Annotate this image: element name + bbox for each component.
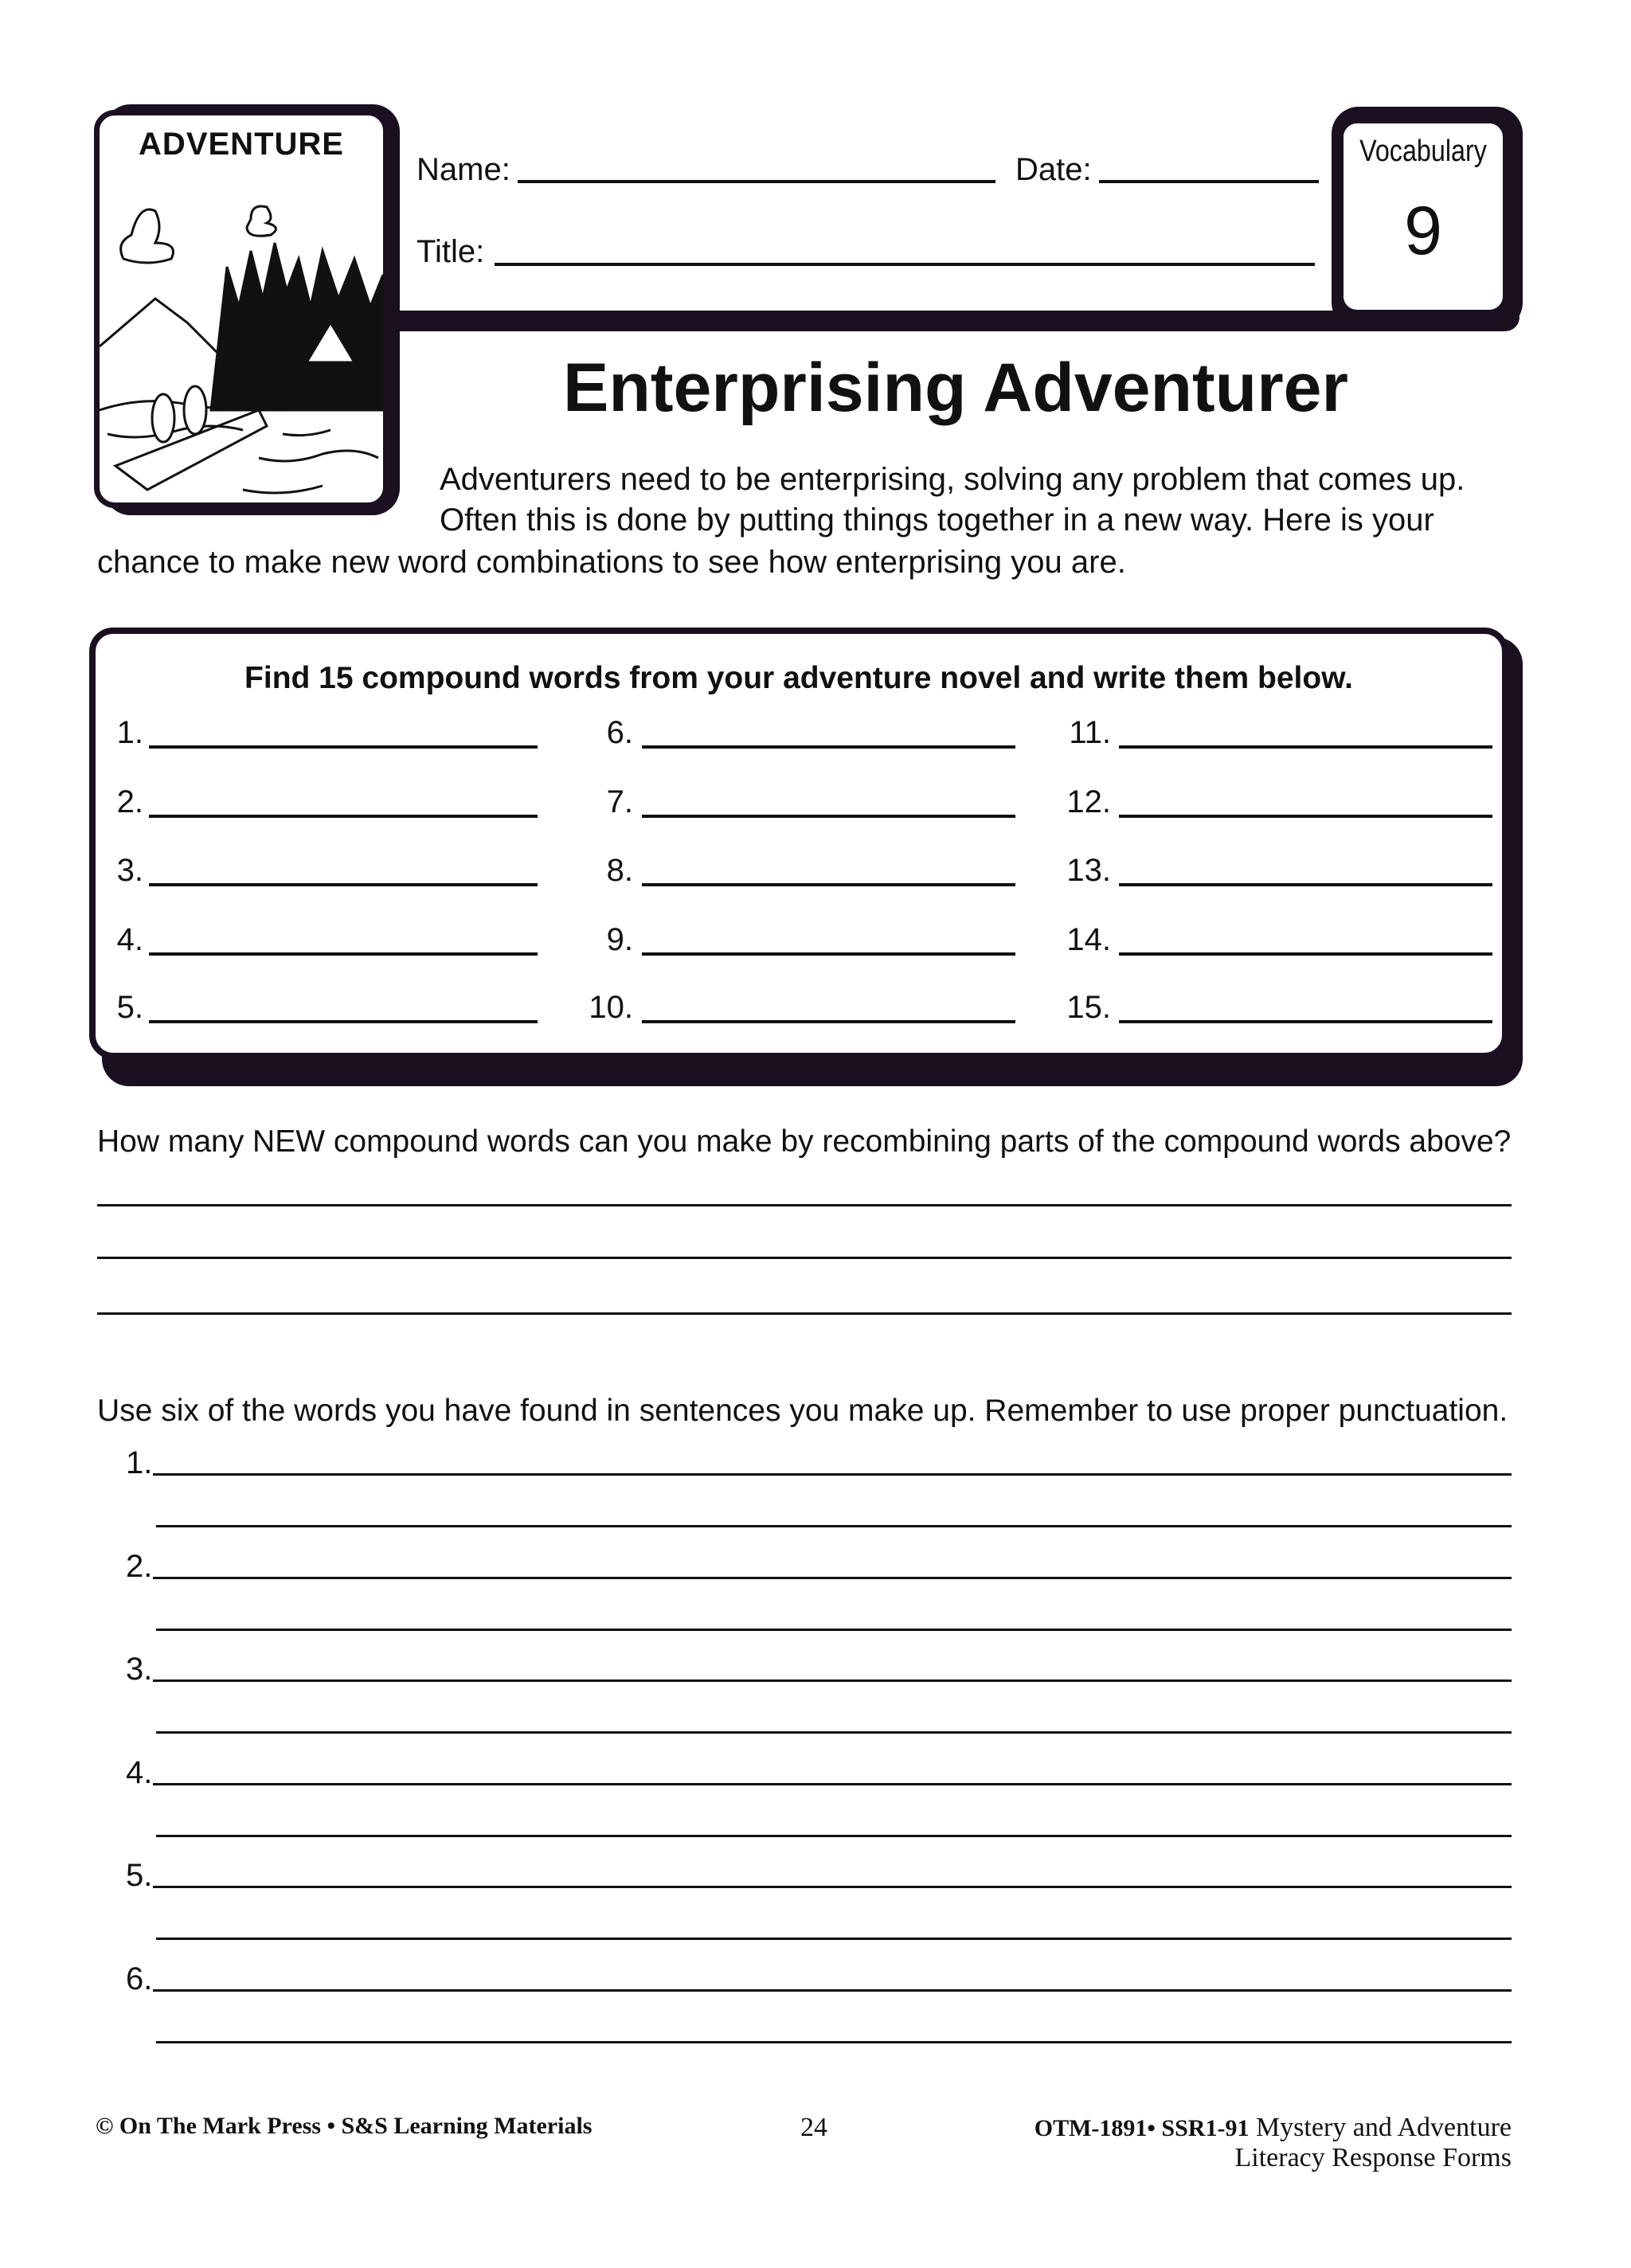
footer-series-line2: Literacy Response Forms xyxy=(1234,2143,1512,2172)
compound-word-field[interactable] xyxy=(642,815,1015,818)
title-label: Title: xyxy=(417,234,485,269)
compound-word-field[interactable] xyxy=(149,1020,538,1023)
compound-item-number: 12. xyxy=(1066,784,1111,819)
compound-box xyxy=(89,628,1508,1059)
compound-item-number: 8. xyxy=(606,853,633,888)
compound-item-number: 4. xyxy=(116,922,143,957)
vocab-number: 9 xyxy=(1404,193,1442,269)
sentence-field[interactable] xyxy=(153,1989,1512,1992)
compound-word-field[interactable] xyxy=(642,1020,1015,1023)
sentence-field[interactable] xyxy=(156,1629,1512,1631)
category-label: ADVENTURE xyxy=(139,127,344,162)
title-field[interactable] xyxy=(495,263,1315,266)
name-label: Name: xyxy=(417,152,510,187)
name-field[interactable] xyxy=(518,180,995,183)
answer-line[interactable] xyxy=(97,1257,1512,1259)
compound-word-field[interactable] xyxy=(642,952,1015,956)
date-label: Date: xyxy=(1015,152,1092,187)
compound-word-field[interactable] xyxy=(1119,883,1492,886)
compound-item-number: 7. xyxy=(606,784,633,819)
sentence-number: 1. xyxy=(126,1445,153,1480)
sentence-field[interactable] xyxy=(153,1886,1512,1888)
compound-word-field[interactable] xyxy=(1119,1020,1492,1023)
vocab-label: Vocabulary xyxy=(1359,135,1487,168)
compound-word-field[interactable] xyxy=(1119,952,1492,956)
question-text: How many NEW compound words can you make by recombining parts of the compound words above? xyxy=(97,1124,1512,1159)
compound-item-number: 5. xyxy=(116,990,143,1025)
intro-line-2: Often this is done by putting things together in a new way. Here is your xyxy=(440,502,1434,538)
compound-word-field[interactable] xyxy=(149,883,538,886)
sentences-prompt: Use six of the words you have found in sentences you make up. Remember to use proper punctuation. xyxy=(97,1394,1508,1428)
compound-item-number: 13. xyxy=(1066,853,1111,888)
intro-line-3: chance to make new word combinations to see how enterprising you are. xyxy=(97,545,1126,580)
compound-item-number: 14. xyxy=(1066,922,1111,957)
sentence-field[interactable] xyxy=(153,1577,1512,1579)
compound-box-heading: Find 15 compound words from your adventure novel and write them below. xyxy=(244,661,1353,695)
answer-line[interactable] xyxy=(97,1204,1512,1206)
sentence-number: 4. xyxy=(126,1754,153,1790)
sentence-field[interactable] xyxy=(156,1731,1512,1734)
sentence-number: 5. xyxy=(126,1858,153,1893)
compound-word-field[interactable] xyxy=(642,883,1015,886)
compound-word-field[interactable] xyxy=(149,745,538,749)
page-number: 24 xyxy=(800,2113,827,2142)
compound-item-number: 6. xyxy=(606,715,633,750)
footer-title: Mystery and Adventure xyxy=(1249,2113,1512,2142)
intro-line-1: Adventurers need to be enterprising, solving any problem that comes up. xyxy=(440,462,1465,497)
compound-item-number: 9. xyxy=(606,922,633,957)
sentence-field[interactable] xyxy=(156,1525,1512,1527)
sentence-field[interactable] xyxy=(153,1783,1512,1785)
compound-item-number: 10. xyxy=(589,990,633,1025)
footer-copyright: © On The Mark Press • S&S Learning Materials xyxy=(96,2113,593,2139)
compound-item-number: 15. xyxy=(1066,990,1111,1025)
compound-word-field[interactable] xyxy=(642,745,1015,749)
sentence-field[interactable] xyxy=(156,1835,1512,1837)
compound-item-number: 2. xyxy=(116,784,143,819)
page-title: Enterprising Adventurer xyxy=(563,350,1348,426)
compound-word-field[interactable] xyxy=(1119,745,1492,749)
sentence-field[interactable] xyxy=(156,2041,1512,2043)
compound-item-number: 11. xyxy=(1069,715,1111,750)
vocab-badge xyxy=(1340,119,1507,314)
compound-word-field[interactable] xyxy=(149,952,538,956)
compound-item-number: 3. xyxy=(116,853,143,888)
compound-word-field[interactable] xyxy=(1119,815,1492,818)
date-field[interactable] xyxy=(1099,180,1319,183)
adventure-illustration xyxy=(100,171,383,506)
footer-code: OTM-1891• SSR1-91 xyxy=(1034,2115,1250,2141)
sentence-field[interactable] xyxy=(153,1473,1512,1476)
compound-word-field[interactable] xyxy=(149,815,538,818)
sentence-number: 3. xyxy=(126,1652,153,1687)
sentence-field[interactable] xyxy=(153,1679,1512,1682)
sentence-number: 2. xyxy=(126,1548,153,1584)
sentence-number: 6. xyxy=(126,1961,153,1996)
sentence-field[interactable] xyxy=(156,1938,1512,1940)
adventure-card xyxy=(94,110,389,508)
answer-line[interactable] xyxy=(97,1312,1512,1315)
compound-item-number: 1. xyxy=(116,715,143,750)
footer-series xyxy=(1035,2114,1512,2141)
